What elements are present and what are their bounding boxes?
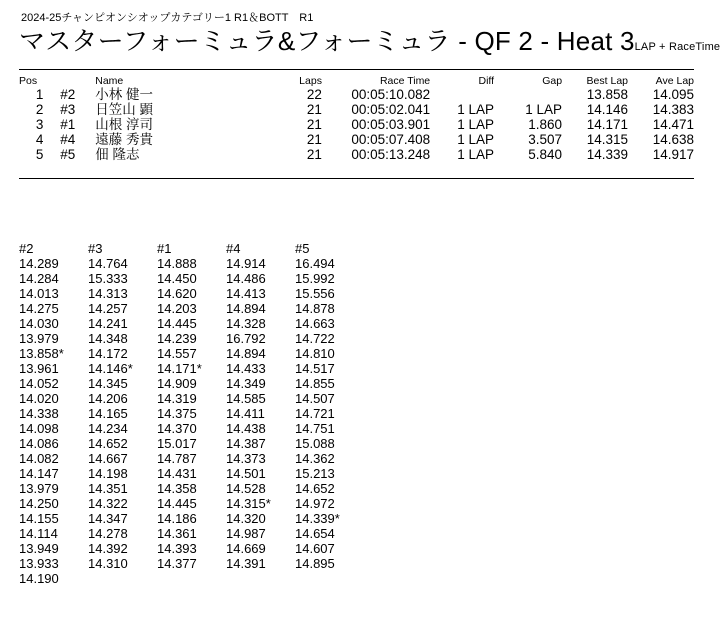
result-best-lap: 14.146 (586, 102, 628, 117)
result-row (19, 117, 694, 132)
result-ave-lap: 14.917 (652, 147, 694, 162)
lap-row (19, 526, 364, 541)
lap-time-cell: 14.315* (226, 496, 271, 511)
lap-time-cell: 14.155 (19, 511, 59, 526)
result-driver-name: 遠藤 秀貴 (95, 132, 154, 147)
lap-time-cell: 14.431 (157, 466, 197, 481)
result-pos: 3 (35, 117, 44, 132)
result-gap: 5.840 (528, 147, 563, 162)
lap-time-cell: 14.373 (226, 451, 266, 466)
result-diff: 1 LAP (457, 117, 495, 132)
lap-time-cell: 14.721 (295, 406, 335, 421)
lap-row (19, 286, 364, 301)
lap-time-cell: 14.347 (88, 511, 128, 526)
lap-column-header: #4 (226, 240, 241, 256)
lap-time-cell: 15.213 (295, 466, 335, 481)
lap-time-cell: 14.764 (88, 256, 128, 271)
lap-time-cell: 14.082 (19, 451, 59, 466)
lap-time-cell: 14.391 (226, 556, 266, 571)
lap-time-cell: 14.652 (88, 436, 128, 451)
lap-row (19, 301, 364, 316)
lap-time-cell: 14.114 (19, 526, 58, 541)
lap-time-cell: 15.333 (88, 271, 128, 286)
result-row (19, 147, 694, 162)
lap-time-cell: 14.585 (226, 391, 266, 406)
lap-time-cell: 14.652 (295, 481, 335, 496)
result-pos: 5 (35, 147, 44, 162)
result-pos: 2 (35, 102, 44, 117)
lap-time-cell: 14.501 (226, 466, 266, 481)
lap-time-cell: 14.362 (295, 451, 335, 466)
lap-time-cell: 14.146* (88, 361, 133, 376)
lap-time-cell: 14.894 (226, 301, 266, 316)
lap-time-cell: 15.556 (295, 286, 335, 301)
lap-time-cell: 14.206 (88, 391, 128, 406)
result-pos: 4 (35, 132, 44, 147)
lap-row (19, 406, 364, 421)
lap-column-header: #5 (295, 240, 310, 256)
lap-time-cell: 14.322 (88, 496, 128, 511)
lap-time-cell: 14.257 (88, 301, 128, 316)
lap-time-cell: 14.147 (19, 466, 59, 481)
result-race-time: 00:05:03.901 (351, 117, 431, 132)
col-header-name: Name (95, 74, 124, 87)
result-diff (430, 87, 494, 102)
result-diff: 1 LAP (457, 132, 495, 147)
result-row (19, 102, 694, 117)
col-header-ave-lap: Ave Lap (655, 74, 694, 87)
col-header-gap: Gap (542, 74, 563, 87)
lap-row (19, 496, 364, 511)
result-best-lap: 13.858 (586, 87, 628, 102)
result-driver-name: 小林 健一 (95, 87, 154, 102)
result-driver-name: 日笠山 顕 (95, 102, 154, 117)
result-ave-lap: 14.638 (652, 132, 694, 147)
lap-time-cell: 14.250 (19, 496, 59, 511)
result-driver-name: 山根 淳司 (95, 117, 154, 132)
lap-time-cell: 14.172 (88, 346, 128, 361)
lap-time-cell: 14.190 (19, 571, 59, 586)
lap-time-cell: 14.284 (19, 271, 59, 286)
result-car-number: #3 (60, 102, 76, 117)
lap-time-cell: 14.320 (226, 511, 266, 526)
lap-time-cell: 14.013 (19, 286, 59, 301)
result-laps: 21 (306, 102, 322, 117)
lap-time-cell: 14.438 (226, 421, 266, 436)
lap-time-cell: 14.393 (157, 541, 197, 556)
lap-time-cell: 14.030 (19, 316, 59, 331)
result-row (19, 87, 694, 102)
title-suffix: LAP + RaceTime (634, 41, 720, 53)
results-header-row (19, 74, 694, 87)
lap-time-cell: 14.345 (88, 376, 128, 391)
lap-time-cell: 14.914 (226, 256, 266, 271)
lap-column-header: #3 (88, 240, 103, 256)
lap-time-cell: 14.669 (226, 541, 266, 556)
lap-time-cell: 14.787 (157, 451, 197, 466)
lap-time-cell (295, 571, 364, 586)
result-car-number: #5 (60, 147, 76, 162)
lap-time-cell: 14.667 (88, 451, 128, 466)
lap-time-cell: 14.810 (295, 346, 335, 361)
lap-time-cell: 14.607 (295, 541, 335, 556)
lap-time-cell: 14.528 (226, 481, 266, 496)
header-divider (19, 69, 694, 70)
lap-row (19, 271, 364, 286)
session-title: マスターフォーミュラ&フォーミュラ - QF 2 - Heat 3 (19, 26, 635, 56)
lap-time-cell: 14.445 (157, 316, 197, 331)
result-car-number: #1 (60, 117, 76, 132)
lap-time-cell: 14.358 (157, 481, 197, 496)
lap-time-cell: 14.348 (88, 331, 128, 346)
lap-time-cell (157, 571, 226, 586)
lap-time-cell: 14.289 (19, 256, 59, 271)
lap-time-cell: 14.361 (157, 526, 197, 541)
lap-time-cell: 14.098 (19, 421, 59, 436)
result-car-number: #4 (60, 132, 76, 147)
lap-column-header: #1 (157, 240, 172, 256)
lap-time-cell: 14.445 (157, 496, 197, 511)
lap-time-cell: 14.165 (88, 406, 128, 421)
result-gap: 1.860 (528, 117, 563, 132)
lap-time-cell: 16.494 (295, 256, 335, 271)
results-table (19, 74, 694, 162)
result-race-time: 00:05:07.408 (351, 132, 431, 147)
lap-time-cell: 14.086 (19, 436, 59, 451)
result-laps: 22 (306, 87, 322, 102)
result-gap: 3.507 (528, 132, 563, 147)
lap-row (19, 511, 364, 526)
lap-time-cell: 14.663 (295, 316, 335, 331)
lap-time-cell: 14.972 (295, 496, 335, 511)
page-title (19, 21, 720, 58)
col-header-laps: Laps (299, 74, 322, 87)
result-row (19, 132, 694, 147)
lap-time-cell: 14.339* (295, 511, 340, 526)
lap-time-cell: 14.241 (88, 316, 128, 331)
result-gap: 1 LAP (525, 102, 563, 117)
lap-time-cell: 14.888 (157, 256, 197, 271)
lap-row (19, 421, 364, 436)
lap-time-cell: 14.654 (295, 526, 335, 541)
lap-row (19, 436, 364, 451)
lap-time-cell: 14.517 (295, 361, 335, 376)
lap-time-cell: 14.052 (19, 376, 59, 391)
lap-time-cell: 14.171* (157, 361, 202, 376)
lap-time-cell: 16.792 (226, 331, 266, 346)
result-diff: 1 LAP (457, 147, 495, 162)
col-header-race-time: Race Time (379, 74, 431, 87)
lap-row (19, 481, 364, 496)
results-divider (19, 178, 694, 179)
lap-time-cell: 14.413 (226, 286, 266, 301)
lap-time-cell: 14.351 (88, 481, 128, 496)
lap-time-cell: 14.375 (157, 406, 197, 421)
lap-time-cell: 14.328 (226, 316, 266, 331)
lap-row (19, 451, 364, 466)
lap-time-cell: 14.313 (88, 286, 128, 301)
result-ave-lap: 14.471 (652, 117, 694, 132)
lap-time-cell: 14.433 (226, 361, 266, 376)
lap-time-cell: 14.392 (88, 541, 128, 556)
lap-time-cell: 14.377 (157, 556, 197, 571)
col-header-car (60, 74, 95, 87)
result-diff: 1 LAP (457, 102, 495, 117)
result-car-number: #2 (60, 87, 76, 102)
lap-time-cell: 14.310 (88, 556, 128, 571)
lap-time-cell: 14.411 (226, 406, 265, 421)
lap-time-cell: 14.620 (157, 286, 197, 301)
lap-time-cell: 14.198 (88, 466, 128, 481)
lap-time-cell: 14.239 (157, 331, 197, 346)
result-race-time: 00:05:10.082 (351, 87, 431, 102)
lap-row (19, 331, 364, 346)
lap-header-row (19, 240, 364, 256)
lap-time-cell: 14.020 (19, 391, 59, 406)
event-subtitle: 2024-25チャンピオンシオップカテゴリー1 R1＆BOTT R1 (21, 12, 314, 24)
lap-row (19, 556, 364, 571)
lap-time-cell: 14.486 (226, 271, 266, 286)
lap-row (19, 346, 364, 361)
lap-time-cell: 13.979 (19, 481, 59, 496)
lap-row (19, 571, 364, 586)
lap-row (19, 466, 364, 481)
lap-time-cell: 14.895 (295, 556, 335, 571)
lap-time-cell: 13.858* (19, 346, 64, 361)
result-race-time: 00:05:13.248 (351, 147, 431, 162)
lap-time-cell: 14.275 (19, 301, 59, 316)
result-laps: 21 (306, 147, 322, 162)
lap-time-cell: 14.751 (295, 421, 335, 436)
lap-time-cell: 15.992 (295, 271, 335, 286)
lap-row (19, 391, 364, 406)
lap-time-cell: 14.387 (226, 436, 266, 451)
lap-row (19, 361, 364, 376)
result-ave-lap: 14.383 (652, 102, 694, 117)
lap-time-cell: 14.186 (157, 511, 197, 526)
lap-row (19, 256, 364, 271)
lap-times-table (19, 240, 364, 586)
lap-time-cell: 14.319 (157, 391, 197, 406)
result-race-time: 00:05:02.041 (351, 102, 431, 117)
lap-time-cell: 14.894 (226, 346, 266, 361)
result-laps: 21 (306, 132, 322, 147)
lap-time-cell: 14.203 (157, 301, 197, 316)
lap-time-cell: 13.979 (19, 331, 59, 346)
lap-time-cell (88, 571, 157, 586)
result-pos: 1 (35, 87, 44, 102)
lap-time-cell: 14.878 (295, 301, 335, 316)
lap-time-cell: 13.949 (19, 541, 59, 556)
lap-time-cell: 14.855 (295, 376, 335, 391)
result-driver-name: 佃 隆志 (95, 147, 140, 162)
result-ave-lap: 14.095 (652, 87, 694, 102)
lap-time-cell: 14.349 (226, 376, 266, 391)
result-gap (494, 87, 562, 102)
lap-time-cell: 14.987 (226, 526, 266, 541)
result-best-lap: 14.315 (586, 132, 628, 147)
lap-time-cell: 14.909 (157, 376, 197, 391)
lap-time-cell: 13.933 (19, 556, 59, 571)
lap-row (19, 316, 364, 331)
result-laps: 21 (306, 117, 322, 132)
col-header-best-lap: Best Lap (586, 74, 628, 87)
lap-time-cell: 15.088 (295, 436, 335, 451)
lap-time-cell: 14.450 (157, 271, 197, 286)
col-header-diff: Diff (478, 74, 495, 87)
result-best-lap: 14.171 (586, 117, 628, 132)
lap-time-cell: 14.338 (19, 406, 59, 421)
lap-time-cell: 14.370 (157, 421, 197, 436)
lap-time-cell: 14.234 (88, 421, 128, 436)
lap-time-cell: 13.961 (19, 361, 59, 376)
lap-time-cell: 15.017 (157, 436, 197, 451)
lap-time-cell: 14.278 (88, 526, 128, 541)
lap-column-header: #2 (19, 240, 34, 256)
lap-time-cell: 14.507 (295, 391, 335, 406)
lap-time-cell: 14.722 (295, 331, 335, 346)
result-best-lap: 14.339 (586, 147, 628, 162)
lap-row (19, 376, 364, 391)
lap-time-cell (226, 571, 295, 586)
lap-time-cell: 14.557 (157, 346, 197, 361)
col-header-pos: Pos (19, 74, 38, 87)
lap-row (19, 541, 364, 556)
